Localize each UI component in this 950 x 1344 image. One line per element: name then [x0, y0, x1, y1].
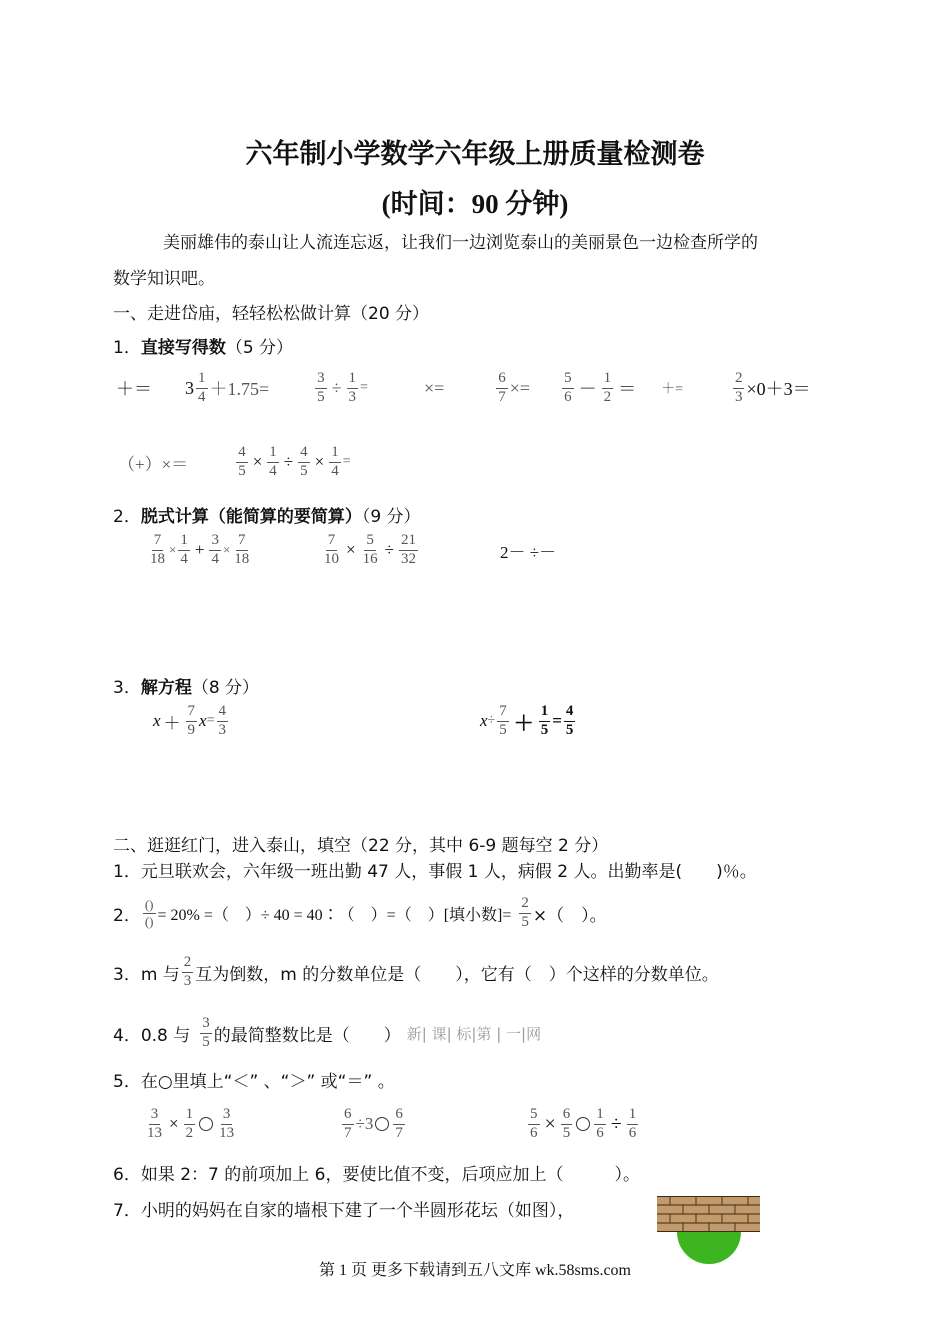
q1-item-b-whole: 3	[185, 377, 194, 398]
q3-eq2-plus: ＋	[513, 712, 534, 735]
q2-expression-3: 2－ ÷－	[500, 543, 557, 562]
q3-eq1-eq: =	[206, 713, 215, 728]
s2-q5-c3-frac-b: $\frac{6}{5}$	[562, 1105, 571, 1141]
q1-row2-frac-4: $\frac{1}{4}$	[331, 443, 339, 479]
page-title: 六年制小学数学六年级上册质量检测卷	[245, 139, 705, 170]
q1-title: 直接写得数	[140, 338, 226, 358]
s2-q4-pre: 4．0.8 与	[113, 1025, 191, 1046]
s2-q5-c3-frac-c: $\frac{1}{6}$	[596, 1105, 604, 1141]
s2-question-3	[113, 949, 719, 995]
q3-heading	[113, 673, 259, 698]
s2-q2-chain: = 20% =（ ）÷ 40 = 40∶（ ）=（ ）[填小数]=	[157, 906, 512, 924]
s2-q5-c3-answer-circle[interactable]	[576, 1117, 590, 1131]
s2-q2-label: 2．	[113, 905, 141, 926]
q1-item-e-frac: $\frac{6}{7}$	[498, 369, 506, 405]
s2-q3-frac: $\frac{2}{3}$	[183, 953, 192, 989]
q3-eq2-frac-b: $\frac{1}{5}$	[540, 702, 549, 738]
q1-row2-frac-3: $\frac{4}{5}$	[300, 443, 308, 479]
q1-item-d: ×=	[423, 377, 445, 398]
q1-row2-times-2: ×	[314, 452, 325, 471]
q1-item-g: ＋=	[661, 382, 683, 397]
q1-item-a: ＋＝	[116, 379, 152, 399]
s2-question-2	[113, 890, 607, 936]
q1-row-2	[118, 442, 351, 482]
intro-line-1: 美丽雄伟的泰山让人流连忘返，让我们一边浏览泰山的美丽景色一边检查所学的	[163, 233, 758, 253]
q1-item-f-frac-1: $\frac{5}{6}$	[564, 369, 572, 405]
s2-q5-c3-times: ×	[544, 1112, 556, 1135]
q2-e1-plus: +	[194, 540, 205, 559]
q3-equation-2	[480, 699, 577, 743]
q1-label: 1．	[113, 338, 141, 358]
q3-title: 解方程	[140, 678, 192, 698]
watermark: 新| 课| 标|第 | 一|网	[406, 1024, 542, 1043]
q3-eq1-frac: $\frac{7}{9}$	[187, 702, 196, 738]
q2-expression-1	[146, 528, 253, 572]
q1-row2-times-1: ×	[252, 452, 263, 471]
q2-e1-frac-c: $\frac{3}{4}$	[211, 531, 219, 567]
q3-eq2-div: ÷	[487, 713, 496, 728]
q1-item-h-frac: $\frac{2}{3}$	[734, 369, 743, 405]
section-2-heading: 二、逛逛红门，进入泰山，填空（22 分，其中 6-9 题每空 2 分）	[113, 836, 609, 856]
s2-q5-c3-div: ÷	[610, 1112, 622, 1135]
s2-q5-c1-times: ×	[169, 1114, 179, 1133]
q1-row2-frac-2: $\frac{1}{4}$	[269, 443, 277, 479]
q3-eq1-x: x	[153, 711, 161, 730]
s2-q3-post: 互为倒数，m 的分数单位是（ ），它有（ ）个这样的分数单位。	[195, 964, 719, 985]
q2-e1-frac-d: $\frac{7}{18}$	[234, 531, 250, 567]
q2-heading	[113, 502, 421, 527]
q1-item-f-frac-2: $\frac{1}{2}$	[603, 369, 612, 405]
q3-eq2-eq: =	[552, 711, 562, 730]
s2-q5-c1-frac-c: $\frac{3}{13}$	[219, 1105, 235, 1141]
q1-item-f-eq: ＝	[618, 379, 637, 399]
s2-q2-blank-frac: $\frac{()}{()}$	[144, 896, 154, 929]
s2-q2-end: ×（ ）。	[532, 905, 607, 926]
s2-question-7: 7．小明的妈妈在自家的墙根下建了一个半圆形花坛（如图），	[113, 1201, 575, 1221]
q1-item-h-rest: ×0＋3＝	[746, 379, 811, 399]
q2-e1-times-1: ×	[169, 542, 177, 557]
q2-e1-frac-a: $\frac{7}{18}$	[150, 531, 165, 567]
q2-e2-times: ×	[346, 540, 356, 559]
q1-row2-div: ÷	[283, 452, 294, 471]
q2-label: 2．	[113, 507, 141, 527]
q3-eq1-result: $\frac{4}{3}$	[218, 702, 226, 738]
q2-points: （9 分）	[361, 507, 421, 527]
s2-q5-c3-frac-d: $\frac{1}{6}$	[628, 1105, 637, 1141]
q2-expression-2	[320, 528, 420, 572]
q1-row2-eq: =	[342, 454, 351, 469]
q1-item-c-frac-1: $\frac{3}{5}$	[317, 369, 325, 405]
q3-eq1-x-2: x	[199, 711, 207, 730]
page-footer: 第 1 页 更多下载请到五八文库 wk.58sms.com	[318, 1262, 631, 1279]
q3-eq2-frac-a: $\frac{7}{5}$	[499, 702, 507, 738]
q1-item-c-div: ÷	[331, 377, 342, 398]
s2-q5-c1-frac-b: $\frac{1}{2}$	[185, 1105, 194, 1141]
q1-item-c-frac-2: $\frac{1}{3}$	[348, 369, 357, 405]
intro-line-2: 数学知识吧。	[113, 269, 215, 289]
q3-points: （8 分）	[191, 678, 260, 698]
s2-q5-c2-mid: ÷3	[355, 1114, 374, 1133]
q2-e2-div: ÷	[384, 540, 394, 559]
q1-points: （5 分）	[225, 338, 294, 358]
q1-heading	[113, 333, 293, 358]
s2-q5-compare-2	[340, 1102, 407, 1146]
q2-e1-frac-b: $\frac{1}{4}$	[180, 531, 188, 567]
q2-title: 脱式计算（能简算的要简算）	[140, 507, 362, 527]
q3-eq1-plus: ＋	[163, 713, 181, 733]
section-1-heading: 一、走进岱庙，轻轻松松做计算（20 分）	[113, 304, 430, 324]
s2-question-4	[113, 1010, 541, 1056]
s2-q4-post: 的最简整数比是（ ）	[213, 1025, 401, 1046]
q1-item-c-eq: =	[360, 380, 368, 395]
s2-q5-c2-frac-a: $\frac{6}{7}$	[344, 1105, 352, 1141]
q2-e2-frac-b: $\frac{5}{16}$	[362, 531, 378, 567]
q1-item-b-rest: ＋1.75=	[209, 379, 270, 399]
q3-eq2-x: x	[480, 711, 488, 730]
s2-question-5: 5．在○里填上“＜” 、“＞” 或“＝” 。	[113, 1072, 395, 1092]
q1-item-row2-a: （+）×＝	[118, 454, 189, 474]
s2-q5-c1-frac-a: $\frac{3}{13}$	[147, 1105, 162, 1141]
s2-q5-compare-3	[526, 1102, 640, 1146]
s2-q5-c2-answer-circle[interactable]	[375, 1117, 389, 1131]
q1-row2-frac-1: $\frac{4}{5}$	[238, 443, 246, 479]
q1-item-e-rest: ×=	[509, 377, 531, 398]
s2-q3-pre: 3．m 与	[113, 964, 180, 985]
s2-question-1: 1．元旦联欢会，六年级一班出勤 47 人，事假 1 人，病假 2 人。出勤率是( )％。	[113, 862, 757, 882]
s2-q2-frac: $\frac{2}{5}$	[521, 894, 529, 930]
q1-row-1	[113, 368, 811, 408]
s2-q5-c3-frac-a: $\frac{5}{6}$	[530, 1105, 538, 1141]
q1-item-f-minus: －	[578, 379, 597, 399]
q3-eq2-frac-c: $\frac{4}{5}$	[565, 702, 574, 738]
s2-q5-compare-1	[143, 1102, 238, 1146]
s2-q4-frac: $\frac{3}{5}$	[202, 1014, 210, 1050]
s2-question-6: 6．如果 2：7 的前项加上 6，要使比值不变，后项应加上（ ）。	[113, 1165, 640, 1185]
q1-item-b-frac: $\frac{1}{4}$	[198, 369, 206, 405]
s2-q5-c2-frac-b: $\frac{6}{7}$	[395, 1105, 403, 1141]
q2-e2-frac-c: $\frac{21}{32}$	[400, 531, 416, 567]
exam-time: (时间：90 分钟)	[381, 189, 569, 219]
q2-e2-frac-a: $\frac{7}{10}$	[324, 531, 339, 567]
q2-e1-times-2: ×	[222, 542, 231, 557]
q3-label: 3．	[113, 678, 141, 698]
s2-q5-c1-answer-circle[interactable]	[199, 1117, 213, 1131]
q3-equation-1	[153, 699, 230, 743]
